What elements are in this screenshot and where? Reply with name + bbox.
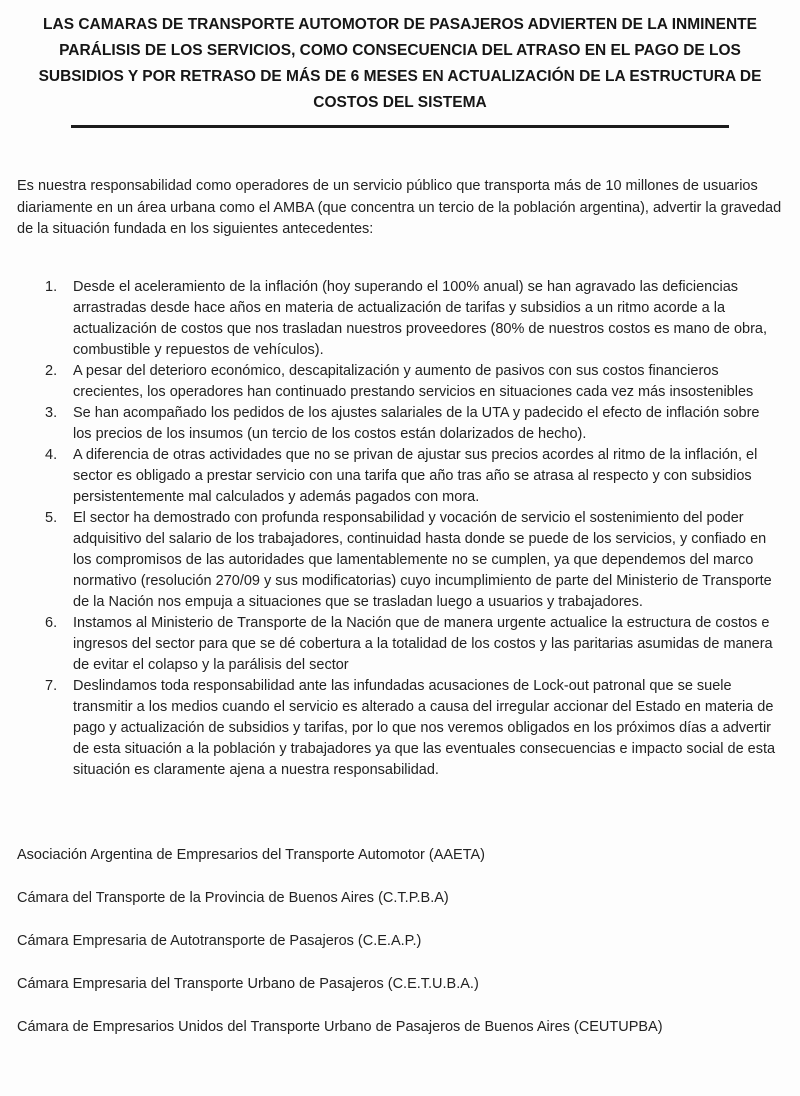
list-item-text: Instamos al Ministerio de Transporte de la Nación que de manera urgente actualice la estructura de costos e ingresos del sector para que se dé cobertura a la totalidad de los costos y las paritarias asumidas de manera de evitar el colapso y la parálisis del sector [73, 614, 773, 673]
list-item [17, 613, 783, 676]
list-item-text: A pesar del deterioro económico, descapitalización y aumento de pasivos con sus costos financieros crecientes, los operadores han continuado prestando servicios en situaciones cada vez más insostenibles [73, 362, 754, 400]
list-item-number: 1. [45, 278, 58, 295]
list-item-number: 6. [45, 614, 58, 631]
list-item-text: El sector ha demostrado con profunda responsabilidad y vocación de servicio el sostenimiento del poder adquisitivo del salario de los trabajadores, continuidad hasta donde se puede de los servicios, y confiado en los compromisos de las autoridades que lamentablemente no se cumplen, ya que dependemos del marco normativo (resolución 270/09 y sus modificatorias) cuyo incumplimiento de parte del Ministerio de Transporte de la Nación nos empuja a situaciones que se trasladan luego a usuarios y trabajadores. [73, 509, 772, 610]
list-item [17, 403, 783, 445]
list-item [17, 508, 783, 613]
list-item [17, 361, 783, 403]
list-item-text: Deslindamos toda responsabilidad ante las infundadas acusaciones de Lock-out patronal que se suele transmitir a los medios cuando el servicio es alterado a causa del irregular accionar del Estado en materia de pago y actualización de subsidios y tarifas, por lo que nos veremos obligados en los próximos días a advertir de esta situación a la población y trabajadores ya que las eventuales consecuencias e impacto social de esta situación es claramente ajena a nuestra responsabilidad. [73, 677, 776, 778]
list-item-number: 2. [45, 362, 58, 379]
title-underline [71, 125, 729, 128]
signature-line: Cámara de Empresarios Unidos del Transporte Urbano de Pasajeros de Buenos Aires (CEUTUPBA) [17, 1018, 663, 1035]
signature-line: Asociación Argentina de Empresarios del Transporte Automotor (AAETA) [17, 846, 485, 863]
intro-paragraph: Es nuestra responsabilidad como operadores de un servicio público que transporta más de 10 millones de usuarios diariamente en un área urbana como el AMBA (que concentra un tercio de la población argentina), advertir la gravedad de la situación fundada en los siguientes antecedentes: [17, 178, 782, 237]
signature-line: Cámara Empresaria de Autotransporte de Pasajeros (C.E.A.P.) [17, 932, 422, 949]
list-item-number: 7. [45, 677, 58, 694]
document-title: LAS CAMARAS DE TRANSPORTE AUTOMOTOR DE PASAJEROS ADVIERTEN DE LA INMINENTE PARÁLISIS DE LOS SERVICIOS, COMO CONSECUENCIA DEL ATRASO EN EL PAGO DE LOS SUBSIDIOS Y POR RETRASO DE MÁS DE 6 MESES EN ACTUALIZACIÓN DE LA ESTRUCTURA DE COSTOS DEL SISTEMA [38, 16, 762, 111]
list-item-number: 3. [45, 404, 58, 421]
numbered-list [17, 277, 783, 781]
list-item-text: A diferencia de otras actividades que no se privan de ajustar sus precios acordes al ritmo de la inflación, el sector es obligado a prestar servicio con una tarifa que año tras año se atrasa al respecto y con subsidios persistentemente mal calculados y además pagados con mora. [73, 446, 758, 505]
signature-line: Cámara del Transporte de la Provincia de Buenos Aires (C.T.P.B.A) [17, 889, 449, 906]
list-item [17, 445, 783, 508]
list-item-number: 5. [45, 509, 58, 526]
list-item-number: 4. [45, 446, 58, 463]
signature-line: Cámara Empresaria del Transporte Urbano de Pasajeros (C.E.T.U.B.A.) [17, 975, 479, 992]
list-item-text: Se han acompañado los pedidos de los ajustes salariales de la UTA y padecido el efecto de inflación sobre los precios de los insumos (un tercio de los costos están dolarizados de hecho). [73, 404, 760, 442]
list-item [17, 676, 783, 781]
signatures-block [17, 847, 783, 1036]
list-item [17, 277, 783, 361]
list-item-text: Desde el aceleramiento de la inflación (hoy superando el 100% anual) se han agravado las deficiencias arrastradas desde hace años en materia de actualización de tarifas y subsidios a un ritmo acorde a la actualización de costos que nos trasladan nuestros proveedores (80% de nuestros costos es mano de obra, combustible y repuestos de vehículos). [73, 278, 767, 358]
